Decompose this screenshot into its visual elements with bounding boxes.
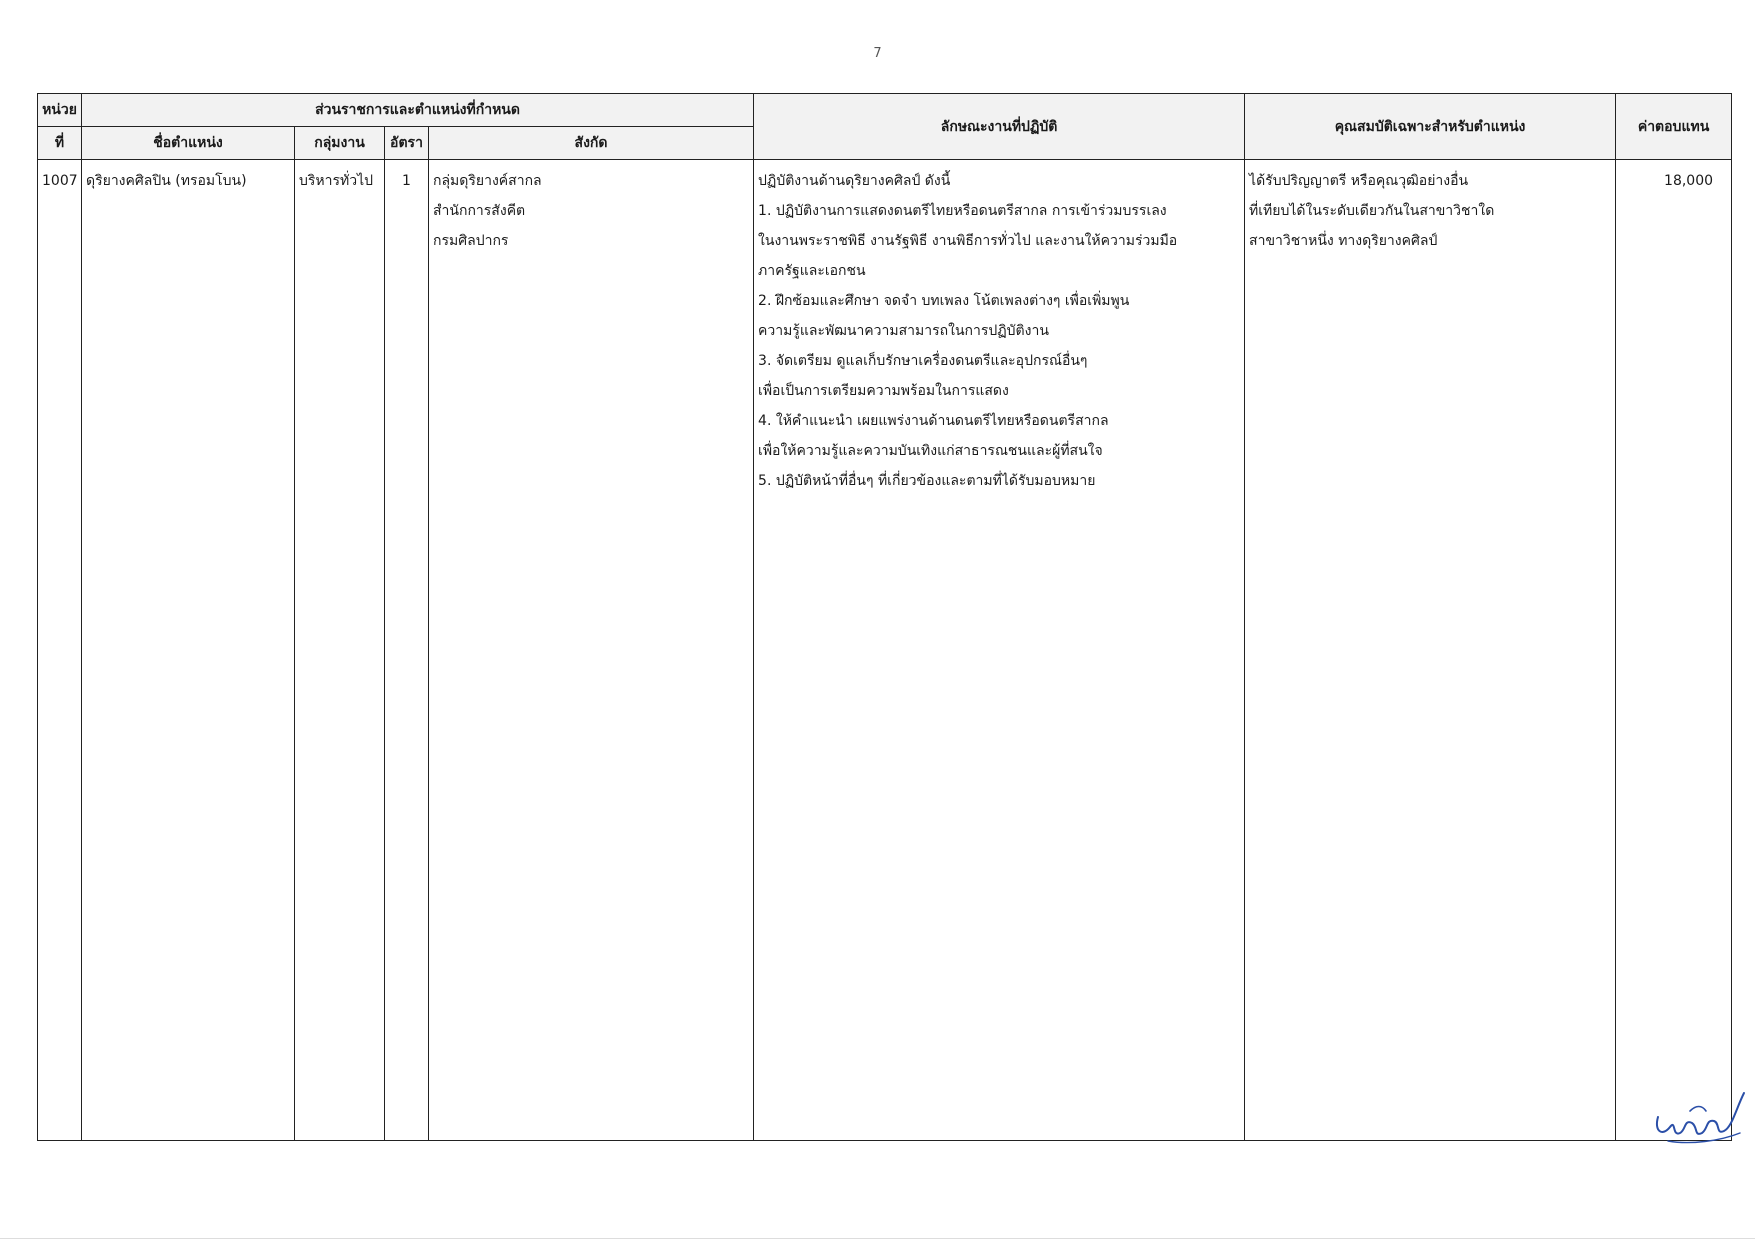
page-number: 7: [873, 46, 882, 61]
header-compensation: ค่าตอบแทน: [1616, 94, 1732, 160]
duty-line: ปฏิบัติงานด้านดุริยางคศิลป์ ดังนี้: [758, 173, 951, 189]
cell-compensation: [1616, 160, 1732, 1141]
cell-affiliation: [429, 160, 754, 1141]
duty-line: เพื่อเป็นการเตรียมความพร้อมในการแสดง: [758, 383, 1009, 399]
duty-line: ความรู้และพัฒนาความสามารถในการปฏิบัติงาน: [758, 323, 1049, 339]
cell-qualifications: [1245, 160, 1616, 1141]
duty-line: เพื่อให้ความรู้และความบันเทิงแก่สาธารณชนและผู้ที่สนใจ: [758, 443, 1103, 459]
cell-position-name: [82, 160, 295, 1141]
qualification-line: ที่เทียบได้ในระดับเดียวกันในสาขาวิชาใด: [1249, 203, 1495, 219]
header-work-group: กลุ่มงาน: [295, 127, 385, 160]
table-row: [38, 160, 1732, 1141]
duty-line: 2. ฝึกซ้อมและศึกษา จดจำ บทเพลง โน้ตเพลงต่างๆ เพื่อเพิ่มพูน: [758, 293, 1130, 309]
cell-duties: [754, 160, 1245, 1141]
affiliation-line: กลุ่มดุริยางค์สากล: [433, 173, 542, 189]
cell-rate: [385, 160, 429, 1141]
header-affiliation: สังกัด: [429, 127, 754, 160]
header-qualifications: คุณสมบัติเฉพาะสำหรับตำแหน่ง: [1245, 94, 1616, 160]
qualification-line: ได้รับปริญญาตรี หรือคุณวุฒิอย่างอื่น: [1249, 173, 1469, 189]
header-unit-no: หน่วย: [38, 94, 82, 127]
position-table: [37, 93, 1732, 1141]
duty-line: 3. จัดเตรียม ดูแลเก็บรักษาเครื่องดนตรีและอุปกรณ์อื่นๆ: [758, 353, 1088, 369]
duty-line: ในงานพระราชพิธี งานรัฐพิธี งานพิธีการทั่วไป และงานให้ความร่วมมือ: [758, 233, 1178, 249]
header-rate: อัตรา: [385, 127, 429, 160]
header-group-title: ส่วนราชการและตำแหน่งที่กำหนด: [82, 94, 754, 127]
work-group-value: บริหารทั่วไป: [299, 173, 374, 189]
position-name-value: ดุริยางคศิลปิน (ทรอมโบน): [86, 173, 247, 189]
duty-line: 5. ปฏิบัติหน้าที่อื่นๆ ที่เกี่ยวข้องและตามที่ได้รับมอบหมาย: [758, 473, 1096, 489]
cell-unit-no: [38, 160, 82, 1141]
affiliation-line: กรมศิลปากร: [433, 233, 509, 249]
duty-line: 4. ให้คำแนะนำ เผยแพร่งานด้านดนตรีไทยหรือดนตรีสากล: [758, 413, 1109, 429]
duty-line: 1. ปฏิบัติงานการแสดงดนตรีไทยหรือดนตรีสากล การเข้าร่วมบรรเลง: [758, 203, 1167, 219]
affiliation-line: สำนักการสังคีต: [433, 203, 526, 219]
bottom-rule: [0, 1238, 1755, 1239]
rate-value: 1: [402, 173, 411, 189]
header-duties: ลักษณะงานที่ปฏิบัติ: [754, 94, 1245, 160]
qualification-line: สาขาวิชาหนึ่ง ทางดุริยางคศิลป์: [1249, 233, 1438, 249]
cell-work-group: [295, 160, 385, 1141]
compensation-value: 18,000: [1664, 173, 1714, 189]
header-position-name: ชื่อตำแหน่ง: [82, 127, 295, 160]
header-unit-no-sub: ที่: [38, 127, 82, 160]
handwritten-signature: [1650, 1075, 1750, 1159]
duty-line: ภาครัฐและเอกชน: [758, 263, 866, 279]
unit-no-value: 1007: [42, 173, 78, 189]
